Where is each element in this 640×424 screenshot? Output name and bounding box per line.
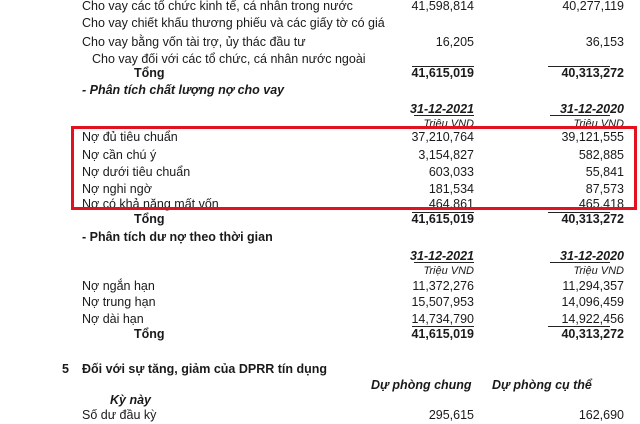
value-2021: 15,507,953 <box>411 295 474 309</box>
table-row <box>0 14 640 32</box>
total-label: Tổng <box>134 66 165 80</box>
period-label: Kỳ này <box>110 393 151 407</box>
unit-2021: Triệu VND <box>423 118 474 130</box>
provision-heading: Đối với sự tăng, giảm của DPRR tín dụng <box>82 362 328 376</box>
value-2020: 14,096,459 <box>561 295 624 309</box>
total-2021: 41,615,019 <box>411 327 474 341</box>
value-2021: 464,861 <box>428 197 474 211</box>
term-heading: - Phân tích dư nợ theo thời gian <box>82 230 273 244</box>
row-label: Cho vay bằng vốn tài trợ, ủy thác đầu tư <box>82 35 306 49</box>
general-value: 295,615 <box>428 408 474 422</box>
row-label: Nợ ngắn hạn <box>82 279 155 293</box>
total-2021: 41,615,019 <box>411 66 474 80</box>
column-general: Dự phòng chung <box>371 378 472 392</box>
total-label: Tổng <box>134 327 165 341</box>
row-label: Nợ dài hạn <box>82 312 144 326</box>
unit-2021: Triệu VND <box>423 265 474 277</box>
value-2021: 16,205 <box>435 35 474 49</box>
value-2020: 87,573 <box>585 182 624 196</box>
value-2021: 41,598,814 <box>411 0 474 13</box>
section-number: 5 <box>62 362 69 376</box>
unit-2020: Triệu VND <box>573 118 624 130</box>
total-label: Tổng <box>134 212 165 226</box>
value-2021: 11,372,276 <box>412 279 474 293</box>
value-2020: 582,885 <box>578 148 624 162</box>
row-label: Cho vay các tổ chức kinh tế, cá nhân trong nước <box>82 0 353 13</box>
total-row <box>0 210 640 228</box>
column-specific: Dự phòng cụ thể <box>492 378 592 392</box>
specific-value: 162,690 <box>578 408 624 422</box>
value-2020: 40,277,119 <box>562 0 624 13</box>
value-2021: 181,534 <box>428 182 474 196</box>
row-label: Nợ nghi ngờ <box>82 182 152 196</box>
row-label: Nợ cần chú ý <box>82 148 157 162</box>
value-2021: 603,033 <box>428 165 474 179</box>
value-2021: 3,154,827 <box>418 148 474 162</box>
value-2020: 14,922,456 <box>561 312 624 326</box>
table-row <box>0 33 640 51</box>
value-2021: 14,734,790 <box>411 312 474 326</box>
table-row <box>0 0 640 15</box>
value-2020: 55,841 <box>585 165 624 179</box>
row-label: Nợ đủ tiêu chuẩn <box>82 130 178 144</box>
total-2021: 41,615,019 <box>411 212 474 226</box>
total-2020: 40,313,272 <box>561 66 624 80</box>
row-label: Nợ dưới tiêu chuẩn <box>82 165 191 179</box>
value-2021: 37,210,764 <box>411 130 474 144</box>
total-row <box>0 325 640 343</box>
section-heading <box>0 81 640 99</box>
table-row <box>0 406 640 424</box>
value-2020: 39,121,555 <box>561 130 624 144</box>
total-2020: 40,313,272 <box>561 212 624 226</box>
unit-2020: Triệu VND <box>573 265 624 277</box>
row-label: Số dư đầu kỳ <box>82 408 157 422</box>
column-date-2020: 31-12-2020 <box>560 102 624 116</box>
column-date-2021: 31-12-2021 <box>410 249 474 263</box>
value-2020: 11,294,357 <box>562 279 624 293</box>
value-2020: 36,153 <box>585 35 624 49</box>
quality-heading: - Phân tích chất lượng nợ cho vay <box>82 83 285 97</box>
row-label: Cho vay chiết khấu thương phiếu và các giấy tờ có giá <box>82 16 385 30</box>
highlight-box <box>71 126 637 210</box>
value-2020: 465,418 <box>578 197 624 211</box>
column-date-2020: 31-12-2020 <box>560 249 624 263</box>
total-2020: 40,313,272 <box>561 327 624 341</box>
row-label: Cho vay đối với các tổ chức, cá nhân nước ngoài <box>92 52 366 66</box>
table-row <box>0 293 640 311</box>
row-label: Nợ trung hạn <box>82 295 156 309</box>
row-label: Nợ có khả năng mất vốn <box>82 197 219 211</box>
section-heading <box>0 228 640 246</box>
column-date-2021: 31-12-2021 <box>410 102 474 116</box>
total-row <box>0 64 640 82</box>
